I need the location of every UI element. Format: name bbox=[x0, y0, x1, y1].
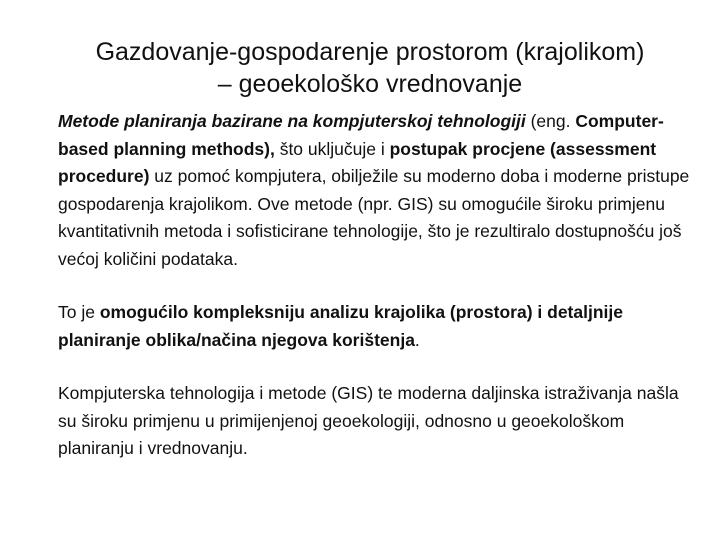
paragraph-computer-based-methods bbox=[58, 108, 698, 273]
slide-title bbox=[40, 36, 700, 100]
term-planning-methods: Metode planiranja bazirane na kompjuterskoj tehnologiji bbox=[58, 111, 526, 131]
term-english-name: Computer-based planning methods), bbox=[58, 111, 664, 159]
slide-title-line-2: – geoekološko vrednovanje bbox=[217, 70, 523, 98]
term-assessment-procedure: postupak procjene (assessment procedure) bbox=[58, 138, 657, 186]
slide-body bbox=[58, 108, 698, 489]
text-fragment: (eng. bbox=[525, 111, 576, 131]
slide-title-line-1: Gazdovanje-gospodarenje prostorom (krajolikom) bbox=[95, 38, 645, 66]
text-fragment: uz pomoć kompjutera, obilježile su moderno doba i moderne pristupe gospodarenja krajolikom. Ove metode (npr. GIS) su omogućile široku primjenu kvantitativnih metoda i sofisticirane tehnologije, što je rezultiralo dostupnošću još većoj količini podataka. bbox=[58, 166, 690, 269]
text-fragment: To je bbox=[58, 302, 100, 322]
text-fragment: . bbox=[414, 329, 420, 350]
paragraph-complex-analysis bbox=[58, 299, 698, 354]
text-fragment: što uključuje i bbox=[274, 138, 390, 159]
term-complex-analysis: omogućilo kompleksniju analizu krajolika (prostora) i detaljnije planiranje oblika/načina njegova korištenja bbox=[58, 302, 623, 350]
paragraph-gis-remote-sensing: Kompjuterska tehnologija i metode (GIS) te moderna daljinska istraživanja našla su široku primjenu u primijenjenoj geoekologiji, odnosno u geoekološkom planiranju i vrednovanju. bbox=[58, 383, 679, 458]
